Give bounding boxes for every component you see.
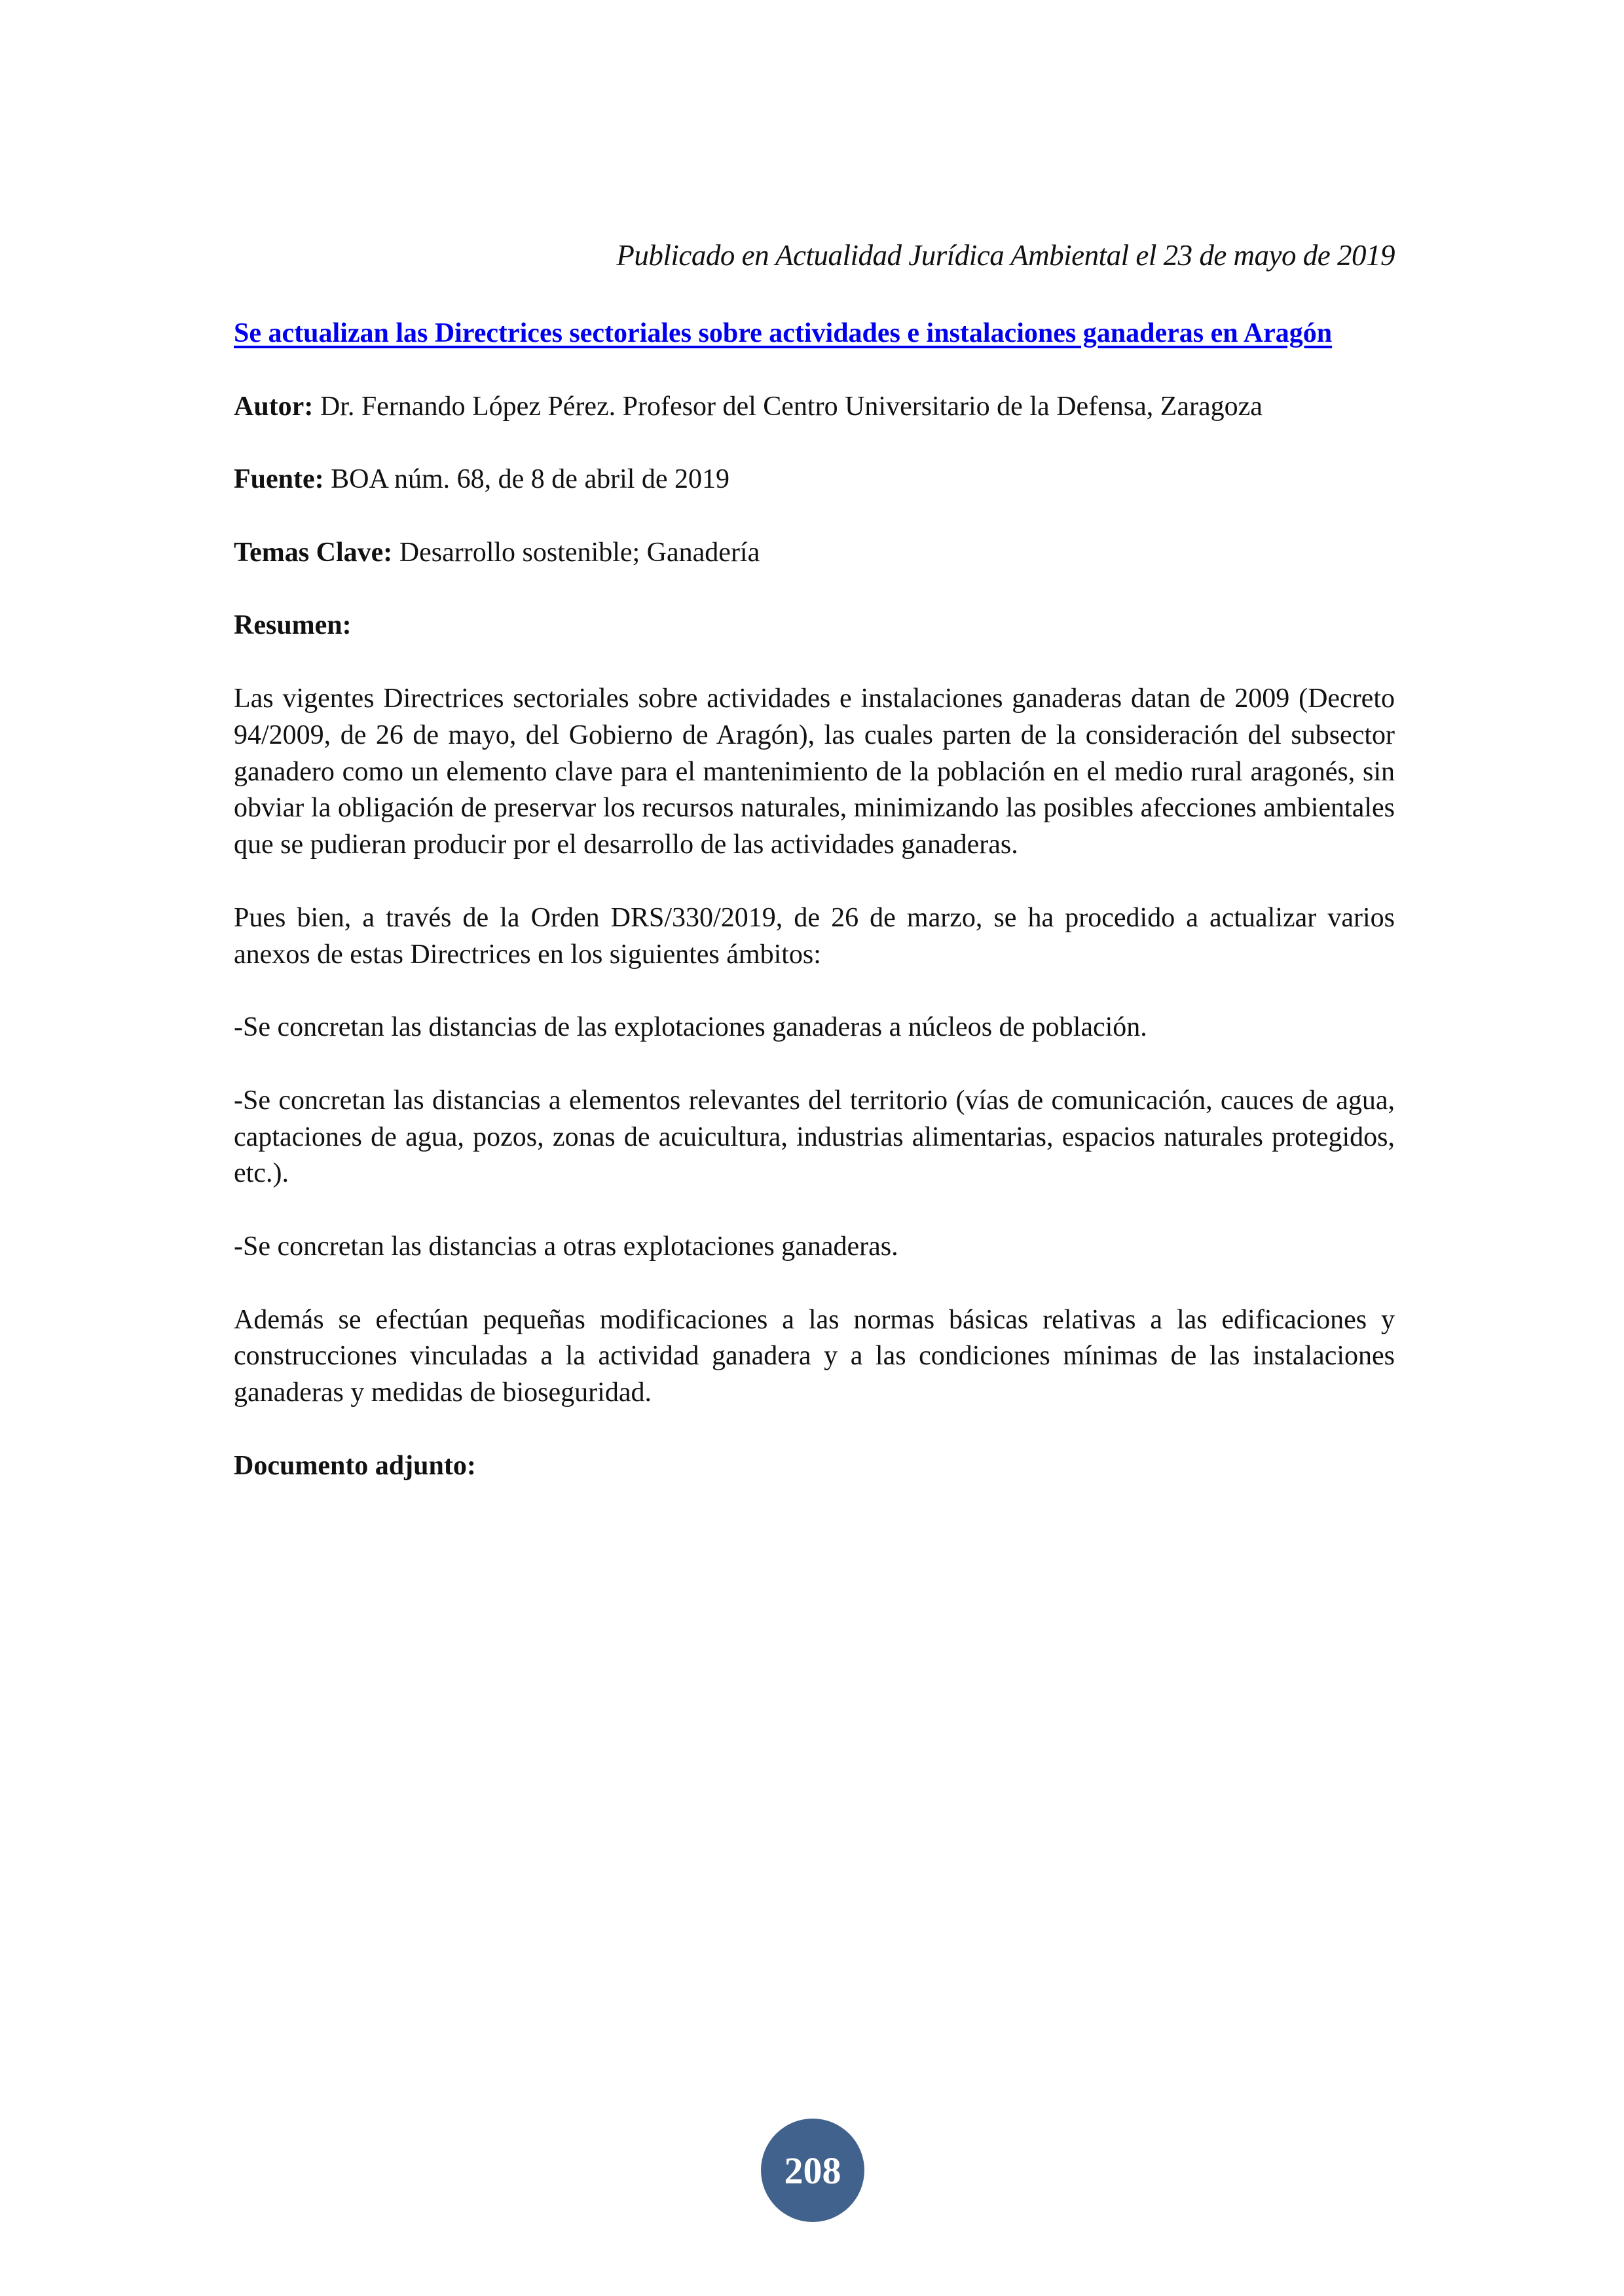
summary-list-item: -Se concretan las distancias a otras explotaciones ganaderas. bbox=[234, 1231, 898, 1262]
source-label: Fuente: bbox=[234, 464, 324, 495]
page-number-badge bbox=[761, 2119, 864, 2222]
author-line bbox=[234, 389, 1395, 426]
article-title-link[interactable]: Se actualizan las Directrices sectoriales sobre actividades e instalaciones ganaderas en Aragón bbox=[234, 318, 1333, 348]
source-line bbox=[234, 462, 1395, 498]
summary-paragraph: Las vigentes Directrices sectoriales sobre actividades e instalaciones ganaderas datan de 2009 (Decreto 94/2009, de 26 de mayo, del Gobierno de Aragón), las cuales parten de la consideración del subsector ganadero como un elemento clave para el mantenimiento de la población en el medio rural aragonés, sin obviar la obligación de preservar los recursos naturales, minimizando las posibles afecciones ambientales que se pudieran producir por el desarrollo de las actividades ganaderas. bbox=[234, 683, 1395, 860]
article-title bbox=[234, 316, 1395, 352]
topics-label: Temas Clave: bbox=[234, 537, 393, 568]
author-label: Autor: bbox=[234, 391, 314, 422]
summary-paragraph: Además se efectúan pequeñas modificaciones a las normas básicas relativas a las edificaciones y construcciones vinculadas a la actividad ganadera y a las condiciones mínimas de las instalaciones ganaderas y medidas de bioseguridad. bbox=[234, 1304, 1395, 1408]
topics-value: Desarrollo sostenible; Ganadería bbox=[399, 537, 760, 568]
summary-list-item: -Se concretan las distancias de las explotaciones ganaderas a núcleos de población. bbox=[234, 1012, 1147, 1043]
author-value: Dr. Fernando López Pérez. Profesor del Centro Universitario de la Defensa, Zaragoza bbox=[320, 391, 1263, 422]
publication-note: Publicado en Actualidad Jurídica Ambiental el 23 de mayo de 2019 bbox=[616, 239, 1395, 272]
article-body bbox=[234, 316, 1395, 1521]
topics-line bbox=[234, 535, 1395, 572]
source-value: BOA núm. 68, de 8 de abril de 2019 bbox=[331, 464, 730, 495]
summary-paragraph: Pues bien, a través de la Orden DRS/330/2019, de 26 de marzo, se ha procedido a actualizar varios anexos de estas Directrices en los siguientes ámbitos: bbox=[234, 902, 1395, 970]
summary-list-item: -Se concretan las distancias a elementos relevantes del territorio (vías de comunicación, cauces de agua, captaciones de agua, pozos, zonas de acuicultura, industrias alimentarias, espacios naturales protegidos, etc.). bbox=[234, 1085, 1395, 1189]
summary-heading: Resumen: bbox=[234, 610, 352, 641]
page-number: 208 bbox=[784, 2149, 841, 2192]
attachment-heading: Documento adjunto: bbox=[234, 1450, 476, 1481]
